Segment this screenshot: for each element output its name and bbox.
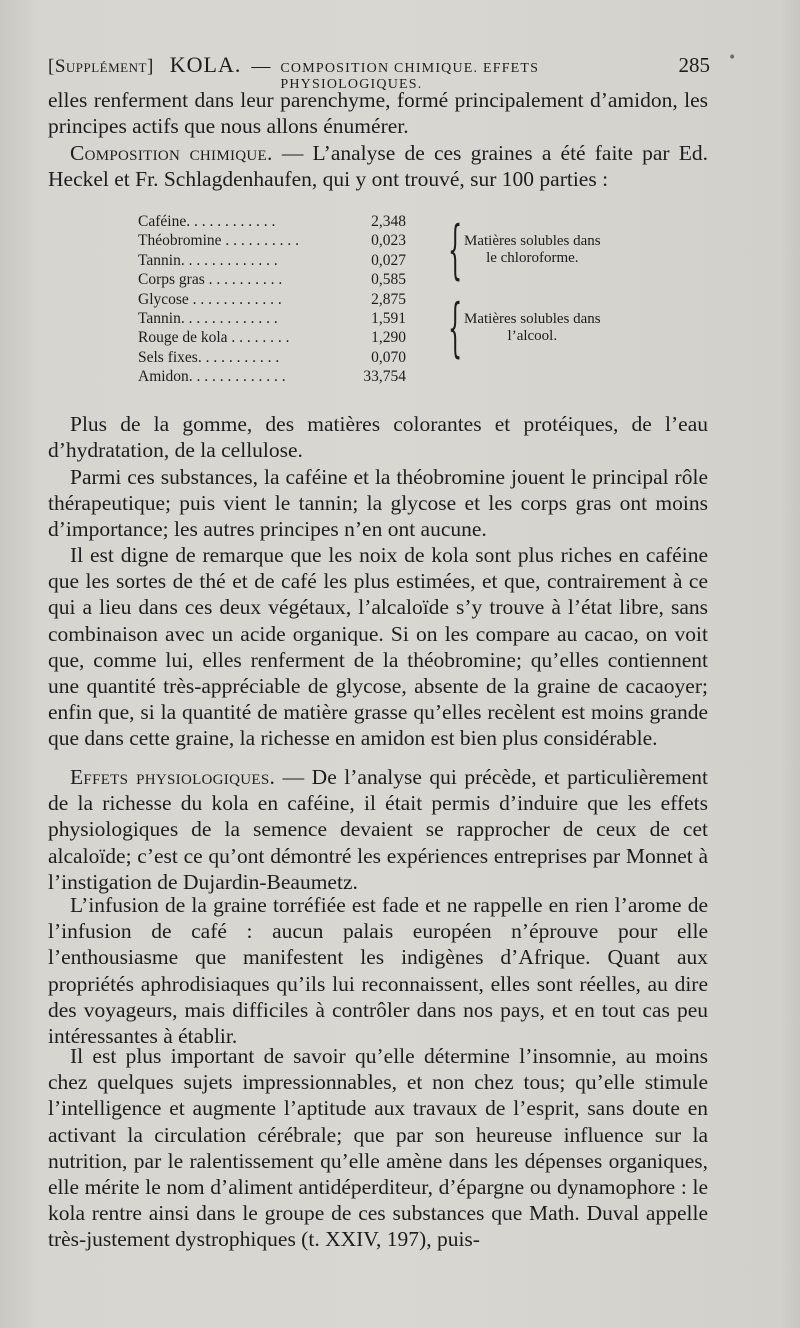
table-row: Tannin. . . . . . . . . . . . . 1,591	[138, 309, 406, 327]
group-chloroform	[448, 213, 601, 287]
group-alcohol-line1: Matières solubles dans	[464, 311, 601, 327]
table-row: Tannin. . . . . . . . . . . . . 0,027	[138, 251, 406, 269]
paragraph-5: Il est digne de remarque que les noix de kola sont plus riches en caféine que les sortes de thé et de café les plus estimées, et que, contrairement à ce qui a lieu dans ces deux végétaux, l’alcaloïde s’y trouve à l’état libre, sans combinaison avec un acide organique. Si on les compare au cacao, on voit que, comme lui, elles renferment de la théobromine; qu’elles contiennent une quantité très-appréciable de glycose, absente de la graine de cacaoyer; enfin que, si la quantité de matière grasse qu’elles recèlent est moins grande que dans cette graine, la richesse en amidon est bien plus considérable.	[48, 543, 708, 751]
running-header	[48, 52, 710, 92]
table-row: Glycose . . . . . . . . . . . . 2,875	[138, 290, 406, 308]
table-row: Rouge de kola . . . . . . . . 1,290	[138, 329, 406, 347]
effets-body: — De l’analyse qui précède, et particulièrement de la richesse du kola en caféine, il était permis d’induire que les effets physiologiques de la semence devaient se rapprocher de ceux de cet alcaloïde; c’est ce qu’ont démontré les expériences entreprises par Monnet à l’instigation de Dujardin-Beaumetz.	[48, 765, 708, 894]
brace-icon: {	[448, 291, 463, 365]
paragraph-composition	[48, 140, 708, 192]
paragraph-7: L’infusion de la graine torréfiée est fade et ne rappelle en rien l’arome de l’infusion de café : aucun palais européen n’éprouve pour elle l’enthousiasme que manifestent les indigènes d’Afrique. Quant aux propriétés aphrodisiaques qu’ils lui reconnaissent, elles sont réelles, au dire des voyageurs, mais difficiles à contrôler dans nos pays, et en tout cas peu intéressantes à établir.	[48, 893, 708, 1049]
group-chloroform-line2: le chloroforme.	[486, 250, 579, 266]
header-kola: KOLA.	[169, 52, 242, 77]
composition-intro: — L’analyse de ces graines a été faite par Ed. Heckel et Fr. Schlagdenhaufen, qui y ont trouvé, sur 100 parties :	[48, 141, 708, 192]
paragraph-1: elles renferment dans leur parenchyme, formé principalement d’amidon, les principes actifs que nous allons énumérer.	[48, 88, 708, 139]
group-alcohol	[448, 291, 601, 365]
table-row: Sels fixes. . . . . . . . . . . 0,070	[138, 348, 406, 366]
margin-mark: •	[728, 50, 737, 66]
table-row: Amidon. . . . . . . . . . . . . 33,754	[138, 368, 406, 386]
paragraph-8: Il est plus important de savoir qu’elle détermine l’insomnie, au moins chez quelques sujets impressionnables, et non chez tous; qu’elle stimule l’intelligence et augmente l’aptitude aux travaux de l’esprit, sans doute en activant la circulation cérébrale; que par son heureuse influence sur la nutrition, par le ralentissement qu’elle amène dans les dépenses organiques, elle mérite le nom d’aliment antidéperditeur, d’épargne ou dynamophore : le kola rentre ainsi dans le groupe de ces substances que Math. Duval appelle très-justement dystrophiques (t. XXIV, 197), puis-	[48, 1044, 708, 1252]
header-supplement: [Supplément]	[48, 56, 154, 77]
group-chloroform-line1: Matières solubles dans	[464, 233, 601, 249]
section-heading-composition: Composition chimique.	[70, 141, 273, 165]
header-title: COMPOSITION CHIMIQUE. EFFETS PHYSIOLOGIQUES.	[280, 61, 540, 92]
table-row: Théobromine . . . . . . . . . . 0,023	[138, 232, 406, 250]
section-heading-effets: Effets physiologiques.	[70, 765, 276, 789]
brace-icon: {	[448, 213, 463, 287]
paragraph-4: Parmi ces substances, la caféine et la théobromine jouent le principal rôle thérapeutique; puis vient le tannin; la glycose et les corps gras ont moins d’importance; les autres principes n’en ont aucune.	[48, 465, 708, 542]
table-row: Corps gras . . . . . . . . . . 0,585	[138, 271, 406, 289]
page-number: 285	[678, 53, 710, 77]
header-dash: —	[251, 56, 271, 77]
group-alcohol-line2: l’alcool.	[507, 328, 558, 344]
paragraph-effets	[48, 764, 708, 895]
composition-table	[138, 212, 618, 387]
table-row: Caféine. . . . . . . . . . . . 2,348	[138, 213, 406, 230]
paragraph-3: Plus de la gomme, des matières colorantes et protéiques, de l’eau d’hydratation, de la cellulose.	[48, 412, 708, 463]
